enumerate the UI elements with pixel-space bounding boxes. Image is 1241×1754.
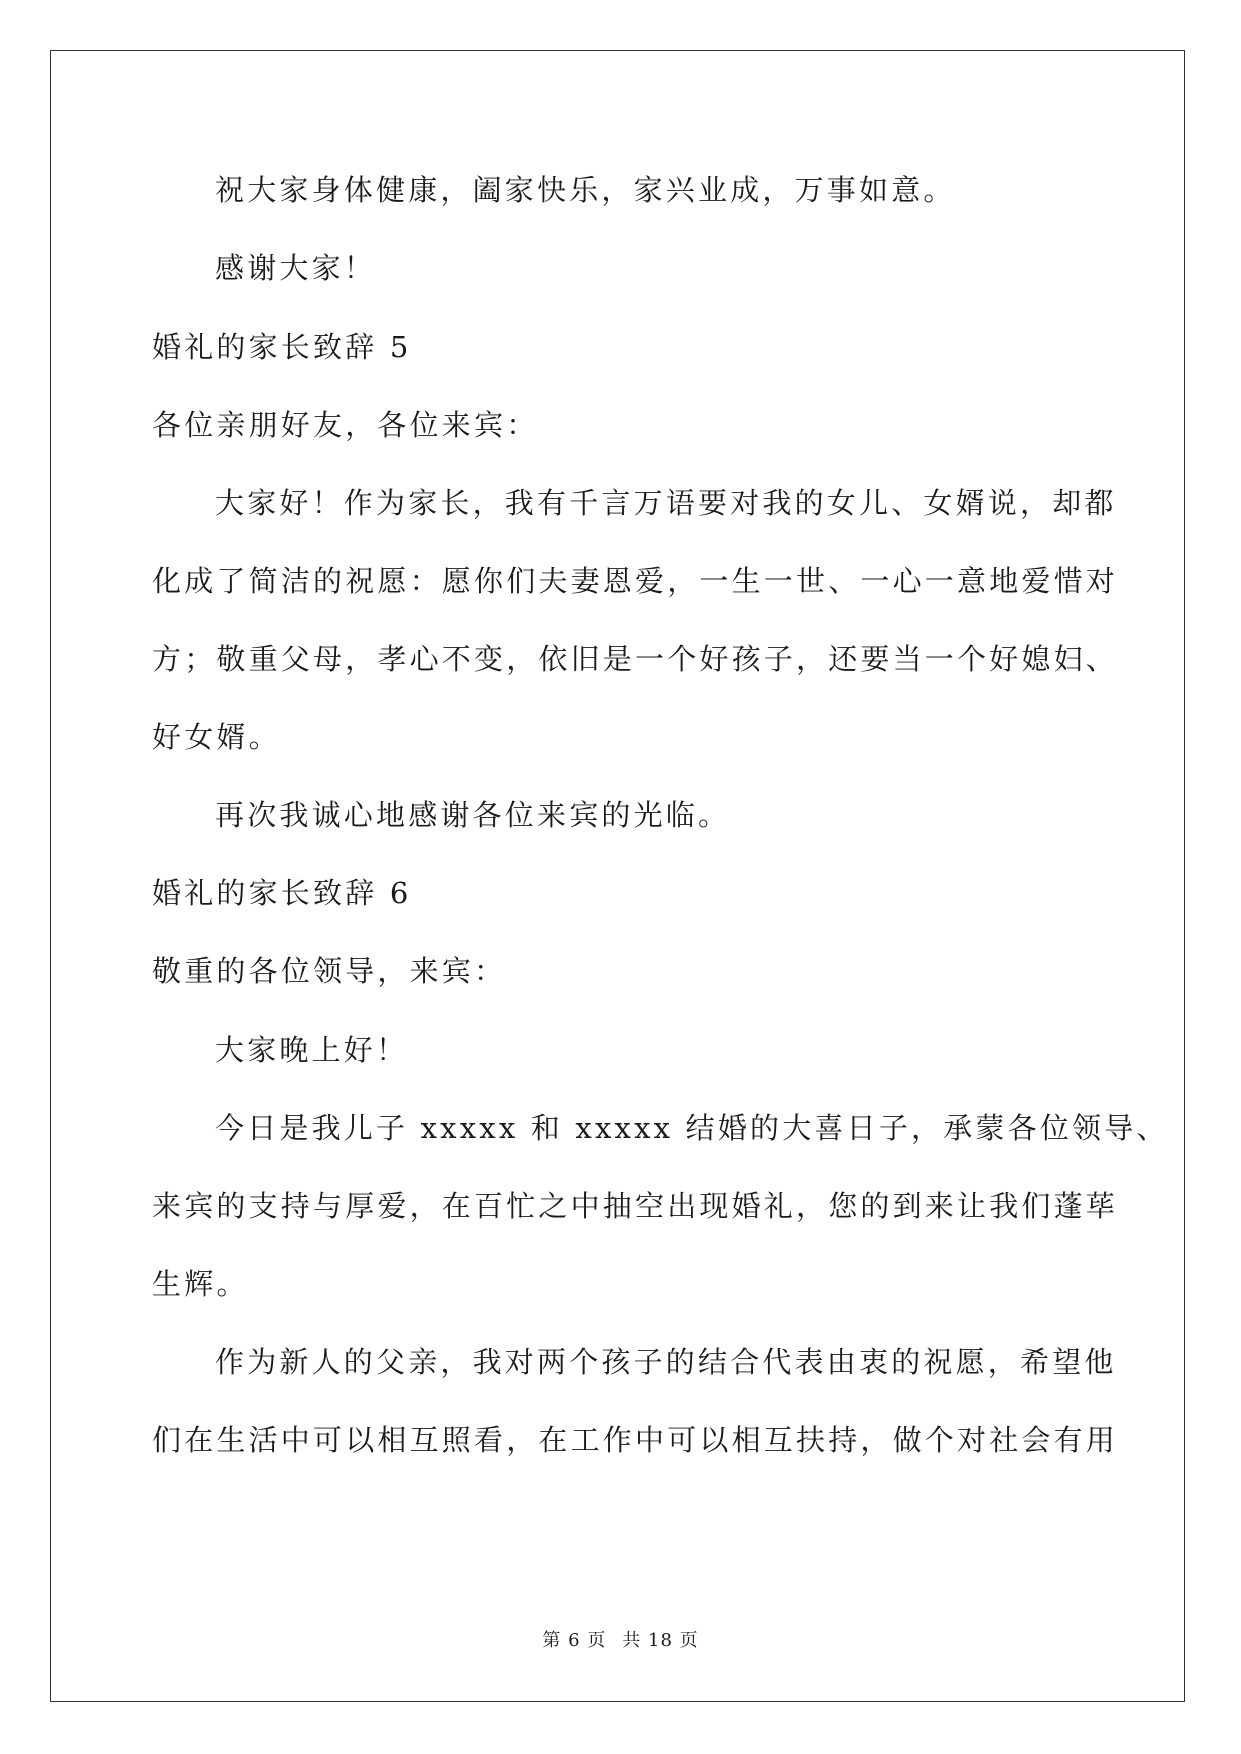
text-line: 祝大家身体健康，阖家快乐，家兴业成，万事如意。 [215, 173, 956, 207]
text-line: 再次我诚心地感谢各位来宾的光临。 [215, 798, 731, 832]
section-heading: 婚礼的家长致辞 5 [152, 330, 412, 364]
text-line: 化成了简洁的祝愿：愿你们夫妻恩爱，一生一世、一心一意地爱惜对 [152, 564, 1119, 598]
page-footer [0, 1630, 1241, 1652]
section-heading: 婚礼的家长致辞 6 [152, 876, 412, 910]
salutation: 各位亲朋好友，各位来宾： [152, 408, 539, 442]
text-line: 生辉。 [152, 1267, 249, 1301]
text-line: 今日是我儿子 xxxxx 和 xxxxx 结婚的大喜日子，承蒙各位领导、 [215, 1111, 1169, 1145]
text-line: 作为新人的父亲，我对两个孩子的结合代表由衷的祝愿，希望他 [215, 1345, 1117, 1379]
text-line: 们在生活中可以相互照看，在工作中可以相互扶持，做个对社会有用 [152, 1423, 1119, 1457]
text-line: 感谢大家！ [215, 251, 377, 285]
text-line: 好女婿。 [152, 720, 281, 754]
salutation: 敬重的各位领导，来宾： [152, 954, 507, 988]
text-line: 来宾的支持与厚爱，在百忙之中抽空出现婚礼，您的到来让我们蓬荜 [152, 1189, 1119, 1223]
text-line: 方；敬重父母，孝心不变，依旧是一个好孩子，还要当一个好媳妇、 [152, 642, 1119, 676]
page-number: 第 6 页 [542, 1630, 607, 1651]
page-total: 共 18 页 [622, 1630, 699, 1651]
text-line: 大家晚上好！ [215, 1033, 409, 1067]
text-line: 大家好！作为家长，我有千言万语要对我的女儿、女婿说，却都 [215, 486, 1117, 520]
